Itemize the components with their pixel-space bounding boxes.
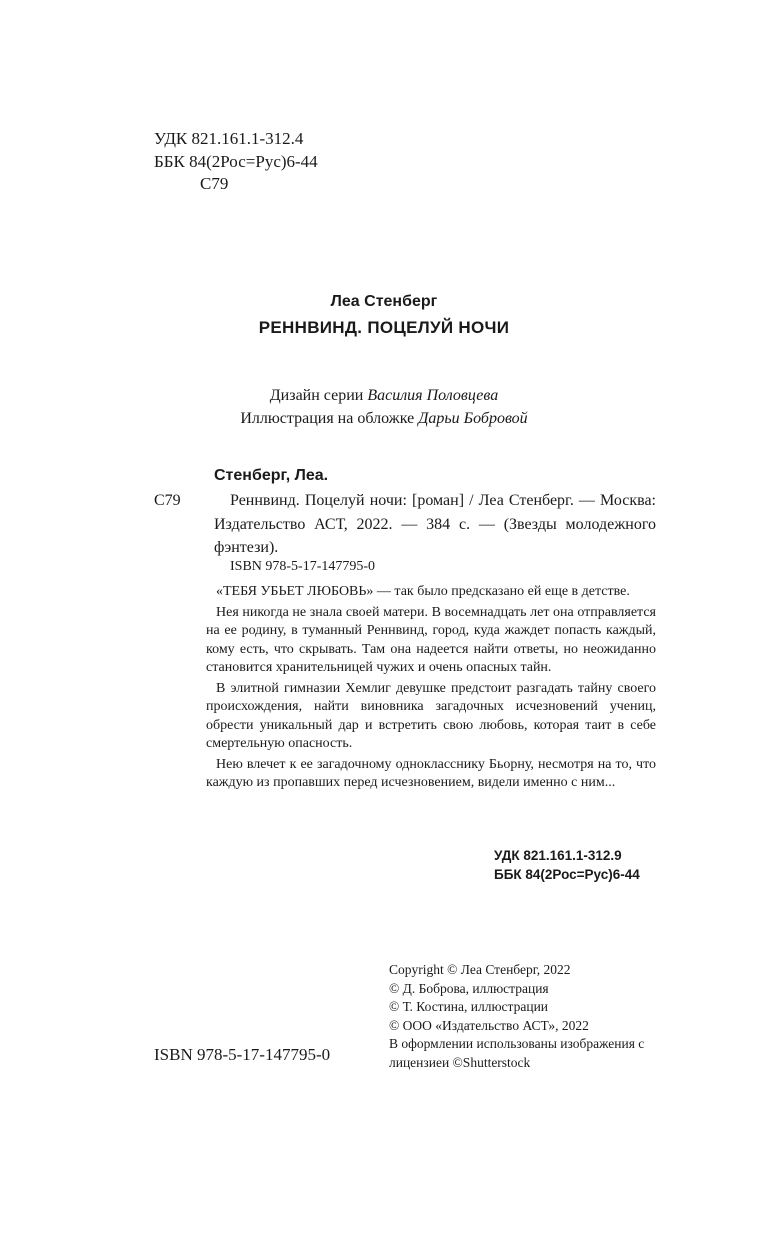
reference-description: Реннвинд. Поцелуй ночи: [роман] / Леа Стенберг. — Москва: Издательство АСТ, 2022. — 384 с. — (Звезды молодежного фэнтези). [214, 492, 656, 556]
series-design-line [0, 384, 768, 407]
reference-code: С79 [154, 492, 181, 509]
annotation-paragraph: В элитной гимназии Хемлиг девушке предстоит разгадать тайну своего происхождения, найти виновника загадочных исчезновений учениц, обрести уникальный дар и встретить свою любовь, которая таит в себе смертельную опасность. [206, 680, 656, 751]
copyright-block [389, 961, 659, 1073]
cover-illustration-prefix: Иллюстрация на обложке [240, 410, 415, 427]
cover-illustrator-name: Дарьи Бобровой [418, 410, 528, 427]
book-author: Леа Стенберг [330, 293, 438, 310]
annotation-paragraph: Нею влечет к ее загадочному однокласснику Бьорну, несмотря на то, что каждую из пропавших перед исчезновением, видели именно с ним... [206, 756, 656, 790]
top-classification-codes [154, 128, 318, 196]
bottom-classification-codes [494, 846, 640, 884]
copyright-line: Copyright © Леа Стенберг, 2022 [389, 962, 571, 977]
cover-illustration-line [0, 407, 768, 430]
copyright-line: В оформлении использованы изображения с лицензиеи ©Shutterstock [389, 1036, 645, 1070]
udk-code-bottom: УДК 821.161.1-312.9 [494, 848, 622, 863]
credits-block [0, 384, 768, 430]
annotation-paragraph: Нея никогда не знала своей матери. В восемнадцать лет она отправляется на ее родину, в туманный Реннвинд, город, куда жаждет попасть каждый, кому есть, что скрывать. Там она надеется найти ответы, но неожиданно становится хранительницей чужих и очень опасных тайн. [206, 604, 656, 675]
annotation [206, 583, 656, 795]
udk-code: УДК 821.161.1-312.4 [154, 129, 304, 148]
author-mark: С79 [200, 174, 229, 193]
isbn-bottom: ISBN 978-5-17-147795-0 [154, 1045, 331, 1064]
annotation-paragraph: «ТЕБЯ УБЬЕТ ЛЮБОВЬ» — так было предсказано ей еще в детстве. [216, 584, 630, 599]
series-design-prefix: Дизайн серии [269, 387, 364, 404]
book-title: РЕННВИНД. ПОЦЕЛУЙ НОЧИ [258, 318, 510, 337]
reference-author-heading: Стенберг, Леа. [214, 467, 329, 484]
copyright-line: © Т. Костина, иллюстрации [389, 999, 549, 1015]
bbk-code-bottom: ББК 84(2Рос=Рус)6-44 [494, 867, 640, 882]
bbk-code: ББК 84(2Рос=Рус)6-44 [154, 151, 318, 171]
copyright-line: © ООО «Издательство АСТ», 2022 [389, 1017, 589, 1033]
copyright-line: © Д. Боброва, иллюстрация [389, 980, 549, 996]
series-designer-name: Василия Половцева [367, 387, 499, 404]
reference-isbn: ISBN 978-5-17-147795-0 [230, 559, 376, 574]
